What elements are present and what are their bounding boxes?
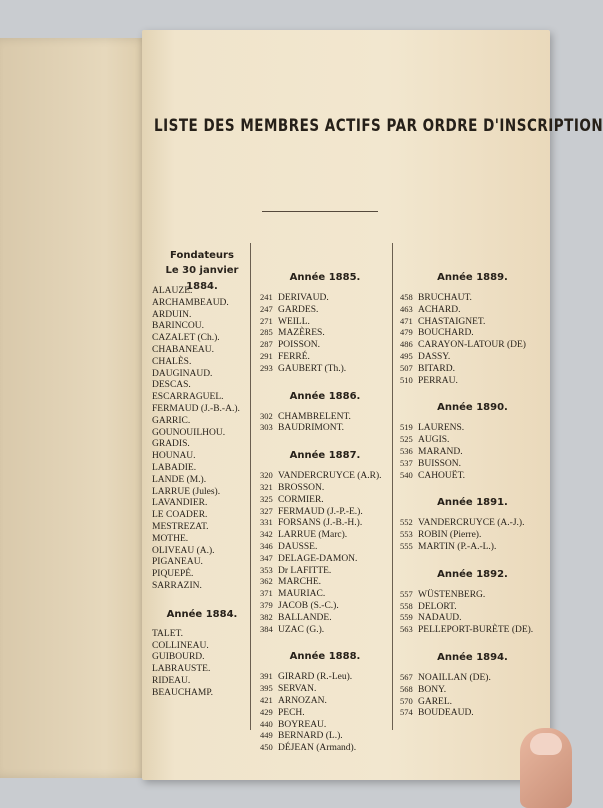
column-1889-1894 bbox=[400, 270, 545, 719]
member-number: 303 bbox=[260, 422, 273, 433]
member-row bbox=[400, 672, 545, 684]
member-name: BERNARD (L.). bbox=[278, 731, 343, 742]
member-number: 559 bbox=[400, 612, 413, 623]
column-founders bbox=[152, 248, 252, 700]
member-number: 325 bbox=[260, 493, 273, 504]
list-item: LABRAUSTE. bbox=[152, 664, 211, 675]
member-row bbox=[260, 541, 390, 553]
list-item: ARDUIN. bbox=[152, 309, 192, 320]
member-row bbox=[400, 612, 545, 624]
list-item: MESTREZAT. bbox=[152, 521, 209, 532]
member-number: 574 bbox=[400, 707, 413, 718]
member-number: 567 bbox=[400, 671, 413, 682]
member-row bbox=[400, 470, 545, 482]
year-heading: Année 1885. bbox=[289, 272, 361, 283]
member-name: UZAC (G.). bbox=[278, 624, 325, 635]
member-row bbox=[260, 695, 390, 707]
member-row bbox=[400, 304, 545, 316]
member-name: DERIVAUD. bbox=[278, 293, 329, 303]
member-name: JACOB (S.-C.). bbox=[278, 600, 339, 611]
member-number: 458 bbox=[400, 292, 413, 302]
member-number: 450 bbox=[260, 742, 273, 753]
members-1884-list bbox=[152, 629, 252, 700]
member-row bbox=[260, 351, 390, 363]
left-page bbox=[0, 38, 150, 778]
member-name: CORMIER. bbox=[278, 494, 324, 505]
member-name: BAUDRIMONT. bbox=[278, 423, 345, 434]
list-item: RIDEAU. bbox=[152, 675, 191, 686]
member-number: 379 bbox=[260, 599, 273, 610]
list-item: CHABANEAU. bbox=[152, 344, 215, 355]
member-name: BONY. bbox=[418, 684, 447, 695]
list-item: HOUNAU. bbox=[152, 451, 196, 462]
list-item: PIQUEPÉ. bbox=[152, 569, 194, 580]
member-name: Dr LAFITTE. bbox=[278, 565, 332, 576]
member-name: GIRARD (R.-Leu). bbox=[278, 672, 353, 683]
member-row bbox=[260, 339, 390, 351]
member-row bbox=[400, 339, 545, 351]
member-row bbox=[260, 612, 390, 624]
member-number: 553 bbox=[400, 529, 413, 540]
member-row bbox=[260, 671, 390, 683]
list-item: DESCAS. bbox=[152, 380, 191, 391]
member-name: GAREL. bbox=[418, 696, 453, 707]
member-number: 321 bbox=[260, 481, 273, 492]
member-row bbox=[400, 601, 545, 613]
member-name: PERRAU. bbox=[418, 375, 458, 386]
member-number: 291 bbox=[260, 350, 273, 361]
member-row bbox=[260, 707, 390, 719]
member-name: WÜSTENBERG. bbox=[418, 589, 486, 600]
member-row bbox=[400, 375, 545, 387]
member-row bbox=[260, 470, 390, 482]
member-row bbox=[260, 600, 390, 612]
list-item: BARINCOU. bbox=[152, 321, 204, 332]
member-row bbox=[260, 553, 390, 565]
member-row bbox=[400, 684, 545, 696]
member-row bbox=[400, 696, 545, 708]
member-row bbox=[400, 446, 545, 458]
member-row bbox=[260, 316, 390, 328]
thumbnail bbox=[530, 733, 562, 755]
member-name: GAUBERT (Th.). bbox=[278, 363, 347, 374]
member-row bbox=[260, 742, 390, 754]
year-heading: Année 1890. bbox=[437, 402, 508, 414]
member-row bbox=[400, 327, 545, 339]
member-name: VANDERCRUYCE (A.R). bbox=[278, 471, 382, 482]
member-number: 421 bbox=[260, 694, 273, 705]
year-heading: Année 1894. bbox=[437, 651, 508, 663]
list-item: GOUNOUILHOU. bbox=[152, 427, 226, 438]
list-item: CAZALET (Ch.). bbox=[152, 333, 220, 344]
member-name: GARDES. bbox=[278, 304, 319, 315]
year-1884-heading: Année 1884. bbox=[166, 608, 238, 620]
member-row bbox=[260, 292, 390, 304]
member-number: 510 bbox=[400, 374, 413, 385]
member-row bbox=[400, 422, 545, 434]
member-number: 371 bbox=[260, 588, 273, 599]
member-number: 302 bbox=[260, 410, 273, 421]
member-number: 568 bbox=[400, 683, 413, 694]
member-name: BOUDEAUD. bbox=[418, 708, 474, 719]
member-row bbox=[260, 494, 390, 506]
member-name: CARAYON-LATOUR (DE) bbox=[418, 340, 526, 351]
year-heading: Année 1886. bbox=[289, 390, 361, 402]
member-name: MAURIAC. bbox=[278, 589, 326, 600]
member-row bbox=[400, 458, 545, 470]
list-item: ARCHAMBEAUD. bbox=[152, 297, 229, 308]
member-name: BOYREAU. bbox=[278, 719, 327, 730]
member-name: AUGIS. bbox=[418, 435, 450, 446]
member-name: FERRÉ. bbox=[278, 351, 310, 362]
list-item: ESCARRAGUEL. bbox=[152, 392, 224, 403]
list-item: LE COADER. bbox=[152, 510, 208, 521]
year-heading: Année 1888. bbox=[289, 651, 361, 663]
member-number: 449 bbox=[260, 730, 273, 741]
member-name: BRUCHAUT. bbox=[418, 293, 472, 303]
founders-date: Le 30 janvier 1884. bbox=[165, 265, 239, 292]
member-row bbox=[260, 588, 390, 600]
member-row bbox=[400, 529, 545, 541]
member-number: 555 bbox=[400, 540, 413, 551]
member-number: 384 bbox=[260, 623, 273, 634]
member-row bbox=[400, 316, 545, 328]
member-number: 285 bbox=[260, 327, 273, 338]
member-row bbox=[400, 541, 545, 553]
member-number: 440 bbox=[260, 718, 273, 729]
member-name: LAURENS. bbox=[418, 423, 465, 434]
member-row bbox=[400, 351, 545, 363]
member-number: 537 bbox=[400, 457, 413, 468]
member-name: FERMAUD (J.-P.-E.). bbox=[278, 506, 363, 517]
list-item: LANDE (M.). bbox=[152, 474, 207, 485]
member-number: 486 bbox=[400, 339, 413, 350]
member-row bbox=[260, 576, 390, 588]
list-item: PIGANEAU. bbox=[152, 557, 203, 568]
member-number: 347 bbox=[260, 552, 273, 563]
member-name: PECH. bbox=[278, 707, 305, 718]
member-row bbox=[260, 683, 390, 695]
member-name: LARRUE (Marc). bbox=[278, 530, 348, 541]
founders-heading: Fondateurs bbox=[170, 250, 234, 261]
member-number: 391 bbox=[260, 671, 273, 682]
member-name: BITARD. bbox=[418, 363, 455, 374]
member-row bbox=[260, 422, 390, 434]
member-name: NOAILLAN (DE). bbox=[418, 672, 491, 683]
member-number: 346 bbox=[260, 540, 273, 551]
list-item: GUIBOURD. bbox=[152, 652, 205, 663]
member-number: 471 bbox=[400, 315, 413, 326]
list-item: ALAUZE. bbox=[152, 286, 193, 296]
member-row bbox=[400, 292, 545, 304]
member-row bbox=[400, 624, 545, 636]
member-name: MAZÈRES. bbox=[278, 328, 325, 339]
member-name: CHAMBRELENT. bbox=[278, 411, 351, 422]
member-name: DELORT. bbox=[418, 601, 457, 612]
title-divider bbox=[262, 211, 378, 212]
member-row bbox=[260, 411, 390, 423]
member-name: CAHOUËT. bbox=[418, 470, 466, 481]
member-name: ROBIN (Pierre). bbox=[418, 530, 482, 541]
member-row bbox=[260, 517, 390, 529]
member-name: MARTIN (P.-A.-L.). bbox=[418, 541, 497, 552]
member-name: WEILL. bbox=[278, 316, 310, 327]
member-name: ARNOZAN. bbox=[278, 695, 327, 706]
year-heading: Année 1887. bbox=[289, 450, 361, 462]
member-number: 342 bbox=[260, 529, 273, 540]
member-number: 395 bbox=[260, 683, 273, 694]
member-name: BALLANDE. bbox=[278, 612, 332, 623]
member-number: 320 bbox=[260, 470, 273, 481]
member-number: 558 bbox=[400, 600, 413, 611]
column-1885-1888 bbox=[260, 270, 390, 754]
member-number: 293 bbox=[260, 362, 273, 373]
list-item: LAVANDIER. bbox=[152, 498, 208, 509]
member-row bbox=[400, 707, 545, 719]
member-number: 479 bbox=[400, 327, 413, 338]
member-name: NADAUD. bbox=[418, 613, 462, 624]
member-row bbox=[260, 363, 390, 375]
member-number: 327 bbox=[260, 505, 273, 516]
member-row bbox=[400, 517, 545, 529]
member-number: 241 bbox=[260, 292, 273, 302]
member-row bbox=[260, 565, 390, 577]
member-name: BUISSON. bbox=[418, 458, 462, 469]
member-number: 353 bbox=[260, 564, 273, 575]
member-row bbox=[260, 482, 390, 494]
column-divider-right bbox=[392, 243, 393, 730]
list-item: GARRIC. bbox=[152, 415, 191, 426]
member-row bbox=[400, 363, 545, 375]
member-name: POISSON. bbox=[278, 340, 320, 351]
member-name: BROSSON. bbox=[278, 482, 325, 493]
member-name: FORSANS (J.-B.-H.). bbox=[278, 518, 363, 529]
member-number: 570 bbox=[400, 695, 413, 706]
year-heading: Année 1892. bbox=[437, 568, 508, 580]
year-heading: Année 1891. bbox=[437, 497, 508, 509]
founders-list bbox=[152, 286, 252, 593]
list-item: OLIVEAU (A.). bbox=[152, 545, 215, 556]
list-item: CHALÈS. bbox=[152, 356, 192, 367]
member-number: 271 bbox=[260, 315, 273, 326]
member-row bbox=[260, 304, 390, 316]
member-name: DASSY. bbox=[418, 351, 451, 362]
list-item: SARRAZIN. bbox=[152, 580, 202, 591]
member-row bbox=[400, 434, 545, 446]
list-item: LABADIE. bbox=[152, 462, 197, 473]
member-number: 552 bbox=[400, 517, 413, 528]
member-number: 463 bbox=[400, 303, 413, 314]
member-number: 247 bbox=[260, 303, 273, 314]
member-name: DÉJEAN (Armand). bbox=[278, 743, 357, 754]
member-name: PELLEPORT-BURÈTE (DE). bbox=[418, 625, 534, 636]
member-name: DAUSSE. bbox=[278, 541, 318, 552]
member-number: 382 bbox=[260, 611, 273, 622]
list-item: GRADIS. bbox=[152, 439, 190, 450]
member-number: 429 bbox=[260, 706, 273, 717]
list-item: DAUGINAUD. bbox=[152, 368, 213, 379]
member-number: 536 bbox=[400, 445, 413, 456]
member-number: 362 bbox=[260, 576, 273, 587]
member-number: 525 bbox=[400, 434, 413, 445]
member-row bbox=[260, 719, 390, 731]
list-item: LARRUE (Jules). bbox=[152, 486, 221, 497]
member-name: CHASTAIGNET. bbox=[418, 316, 486, 327]
member-number: 557 bbox=[400, 588, 413, 599]
member-name: ACHARD. bbox=[418, 304, 461, 315]
member-row bbox=[260, 624, 390, 636]
list-item: MOTHE. bbox=[152, 533, 189, 544]
member-name: BOUCHARD. bbox=[418, 328, 474, 339]
year-heading: Année 1889. bbox=[437, 272, 508, 283]
member-row bbox=[260, 529, 390, 541]
member-number: 507 bbox=[400, 362, 413, 373]
member-number: 540 bbox=[400, 469, 413, 480]
member-number: 331 bbox=[260, 517, 273, 528]
member-number: 495 bbox=[400, 350, 413, 361]
member-row bbox=[260, 506, 390, 518]
member-number: 519 bbox=[400, 422, 413, 433]
list-item: TALET. bbox=[152, 628, 183, 639]
list-item: FERMAUD (J.-B.-A.). bbox=[152, 403, 240, 414]
member-name: MARAND. bbox=[418, 446, 463, 457]
member-name: DELAGE-DAMON. bbox=[278, 553, 358, 564]
member-row bbox=[400, 589, 545, 601]
page-title: LISTE DES MEMBRES ACTIFS PAR ORDRE D'INSCRIPTION bbox=[154, 116, 603, 136]
member-number: 287 bbox=[260, 339, 273, 350]
member-name: SERVAN. bbox=[278, 684, 317, 695]
member-name: VANDERCRUYCE (A.-J.). bbox=[418, 518, 525, 529]
document-page bbox=[142, 30, 603, 780]
member-row bbox=[260, 327, 390, 339]
list-item: COLLINEAU. bbox=[152, 640, 209, 651]
member-row bbox=[260, 730, 390, 742]
list-item: BEAUCHAMP. bbox=[152, 687, 213, 698]
member-number: 563 bbox=[400, 624, 413, 635]
member-name: MARCHE. bbox=[278, 577, 322, 588]
